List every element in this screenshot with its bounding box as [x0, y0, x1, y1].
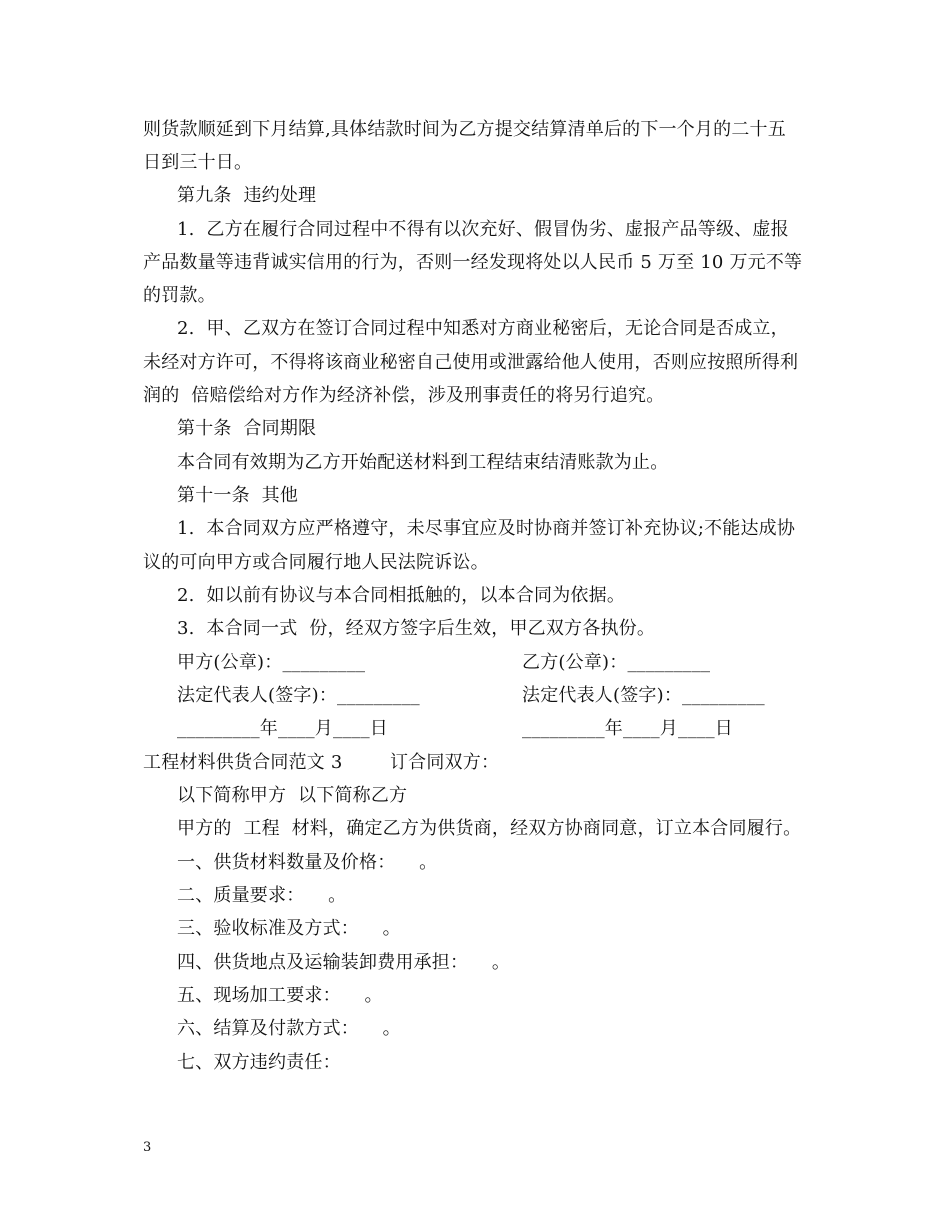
page-number: 3 [143, 1140, 152, 1155]
paragraph-line: 的罚款。 [143, 285, 216, 306]
paragraph-line: 2. 甲、乙双方在签订合同过程中知悉对方商业秘密后，无论合同是否成立， [177, 318, 789, 339]
paragraph-line: 甲方的 工程 材料，确定乙方为供货商，经双方协商同意，订立本合同履行。 [177, 818, 802, 839]
clause-item: 七、双方违约责任： [177, 1052, 341, 1073]
paragraph-line: 1. 乙方在履行合同过程中不得有以次充好、假冒伪劣、虚报产品等级、虚报 [177, 219, 789, 240]
paragraph-line: 润的 倍赔偿给对方作为经济补偿，涉及刑事责任的将另行追究。 [143, 385, 665, 406]
clause-item: 二、质量要求： 。 [177, 885, 347, 906]
party-b-date-line: _________年____月____日 [522, 718, 733, 739]
party-a-signature-line: 法定代表人(签字)：_________ [177, 685, 420, 706]
party-a-date-line: _________年____月____日 [177, 718, 388, 739]
clause-item: 六、结算及付款方式： 。 [177, 1018, 401, 1039]
paragraph-line: 3. 本合同一式 份，经双方签字后生效，甲乙双方各执份。 [177, 618, 656, 639]
party-b-signature-line: 法定代表人(签字)：_________ [522, 685, 765, 706]
article-heading: 第十条 合同期限 [177, 418, 317, 439]
paragraph-line: 则货款顺延到下月结算,具体结款时间为乙方提交结算清单后的下一个月的二十五 [143, 119, 786, 140]
paragraph-line: 以下简称甲方 以下简称乙方 [177, 785, 408, 806]
clause-item: 五、现场加工要求： 。 [177, 985, 383, 1006]
clause-item: 三、验收标准及方式： 。 [177, 918, 401, 939]
paragraph-line: 2. 如以前有协议与本合同相抵触的，以本合同为依据。 [177, 585, 626, 606]
clause-item: 一、供货材料数量及价格： 。 [177, 852, 438, 873]
party-a-seal-line: 甲方(公章)：_________ [177, 652, 366, 673]
paragraph-line: 未经对方许可，不得将该商业秘密自己使用或泄露给他人使用，否则应按照所得利 [143, 352, 799, 373]
paragraph-line: 本合同有效期为乙方开始配送材料到工程结束结清账款为止。 [177, 452, 669, 473]
section-title: 工程材料供货合同范文 3 订合同双方： [143, 752, 500, 773]
clause-item: 四、供货地点及运输装卸费用承担： 。 [177, 952, 511, 973]
paragraph-line: 1. 本合同双方应严格遵守，未尽事宜应及时协商并签订补充协议;不能达成协 [177, 518, 796, 539]
paragraph-line: 产品数量等违背诚实信用的行为，否则一经发现将处以人民币 5 万至 10 万元不等 [143, 252, 803, 273]
article-heading: 第十一条 其他 [177, 485, 299, 506]
article-heading: 第九条 违约处理 [177, 185, 317, 206]
paragraph-line: 议的可向甲方或合同履行地人民法院诉讼。 [143, 552, 489, 573]
paragraph-line: 日到三十日。 [143, 152, 253, 173]
party-b-seal-line: 乙方(公章)：_________ [522, 652, 711, 673]
